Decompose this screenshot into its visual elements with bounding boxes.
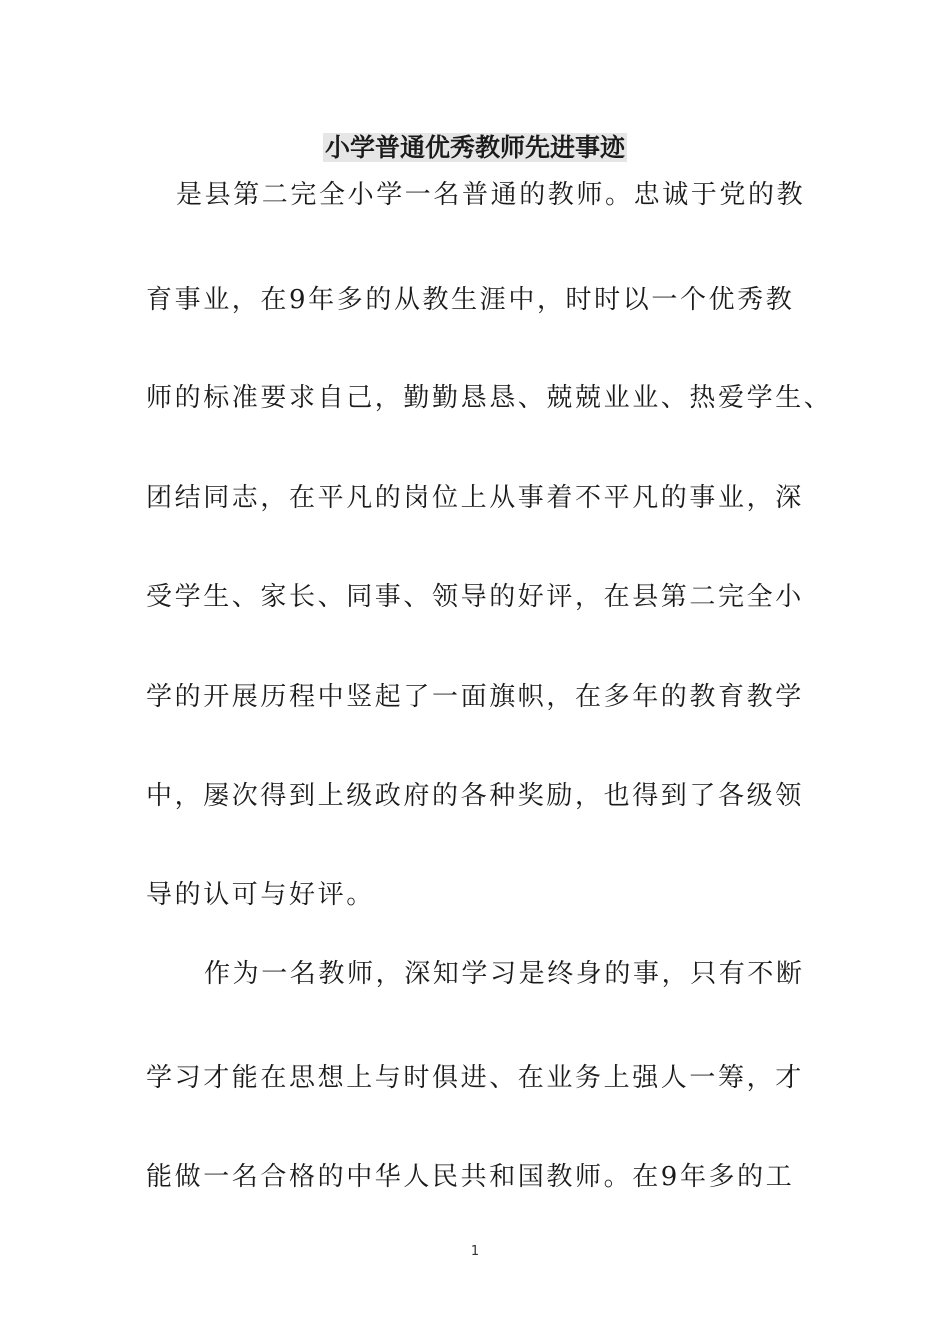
page-number: 1 [470,1244,480,1259]
paragraph-line: 学的开展历程中竖起了一面旗帜，在多年的教育教学 [146,682,804,712]
paragraph-line: 育事业，在9年多的从教生涯中，时时以一个优秀教 [146,285,795,315]
paragraph-line: 中，屡次得到上级政府的各种奖励，也得到了各级领 [146,781,804,811]
document-title [0,128,950,168]
paragraph-line: 作为一名教师，深知学习是终身的事，只有不断 [204,959,805,989]
paragraph-line: 受学生、家长、同事、领导的好评，在县第二完全小 [146,582,804,612]
paragraph-line: 学习才能在思想上与时俱进、在业务上强人一筹，才 [146,1063,804,1093]
paragraph-line: 是县第二完全小学一名普通的教师。忠诚于党的教 [176,180,806,210]
paragraph-line: 导的认可与好评。 [146,880,375,910]
paragraph-line: 师的标准要求自己，勤勤恳恳、兢兢业业、热爱学生、 [146,383,833,413]
document-title-text: 小学普通优秀教师先进事迹 [324,133,625,162]
paragraph-line: 团结同志，在平凡的岗位上从事着不平凡的事业，深 [146,483,804,513]
paragraph-line: 能做一名合格的中华人民共和国教师。在9年多的工 [146,1162,795,1192]
